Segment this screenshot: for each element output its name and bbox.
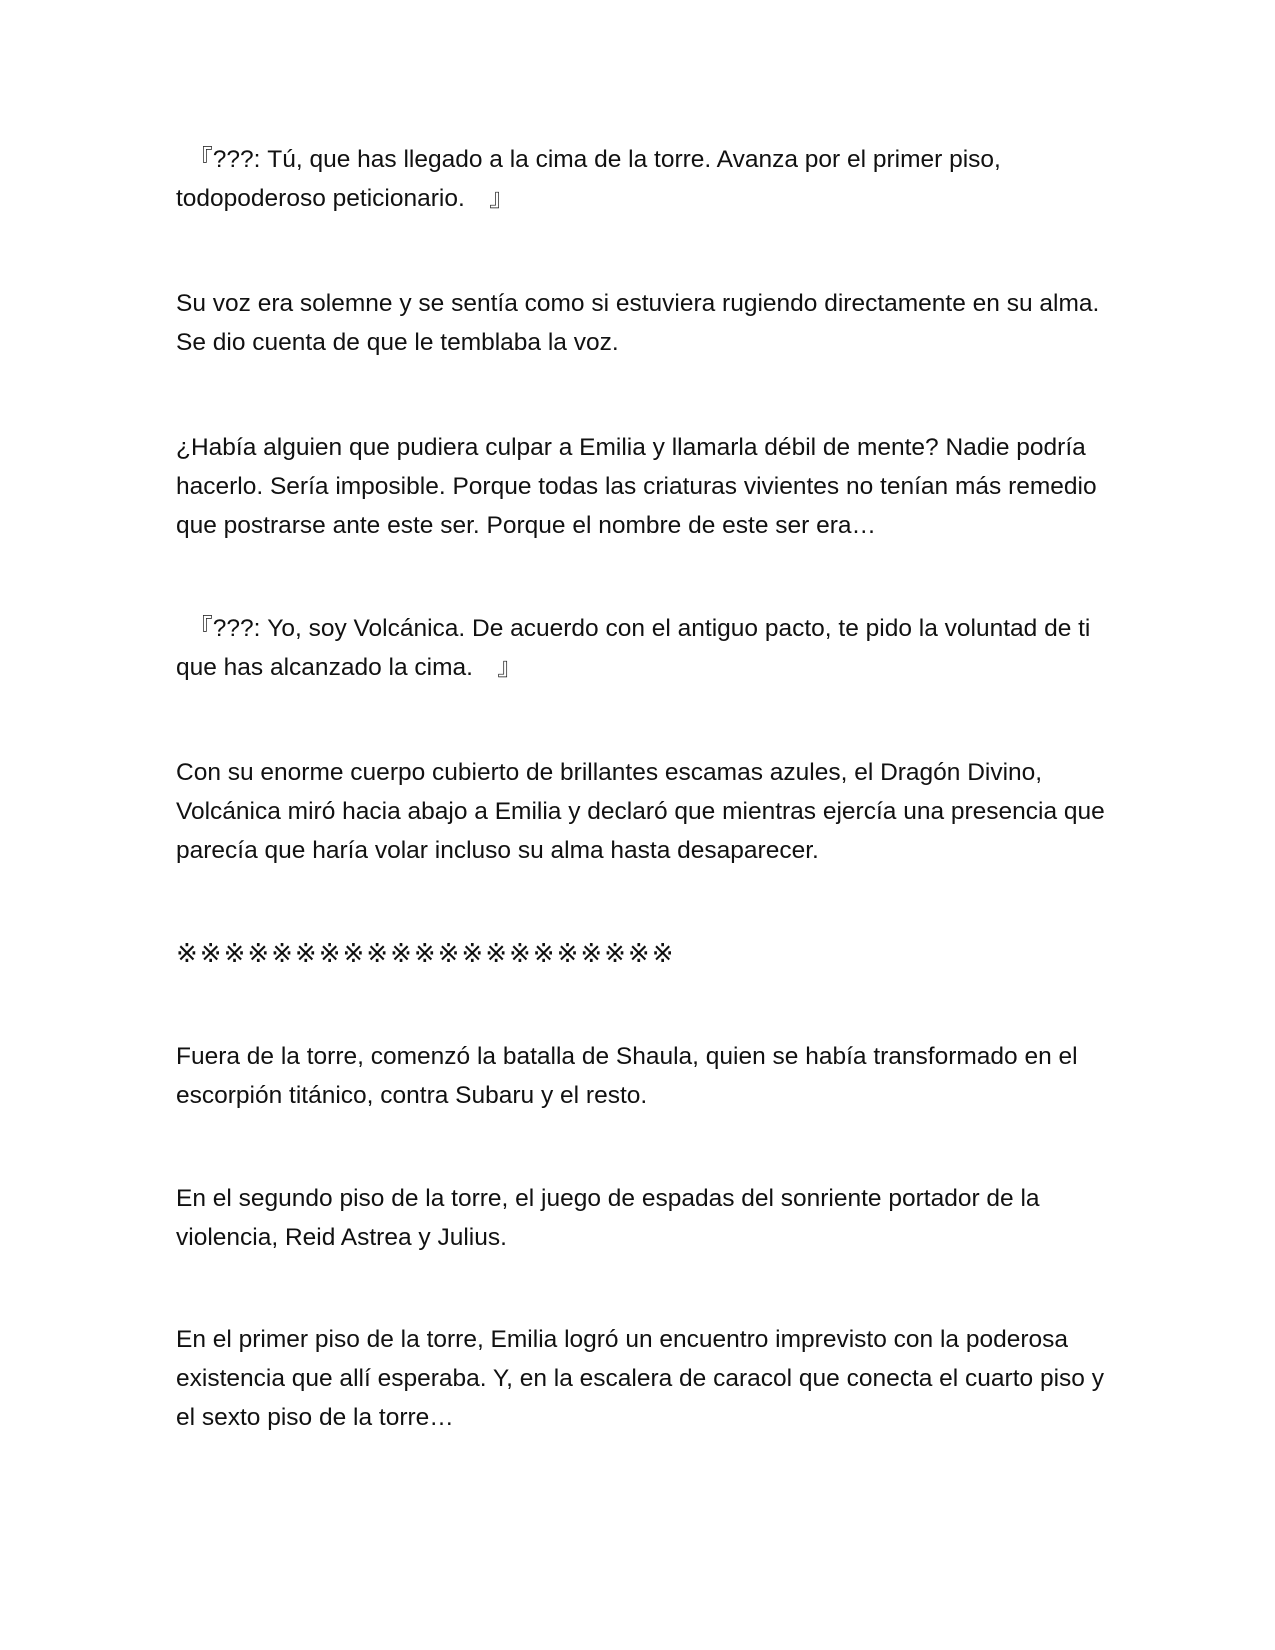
scene-separator: ※※※※※※※※※※※※※※※※※※※※※ [176, 938, 676, 968]
paragraph-5: Con su enorme cuerpo cubierto de brillantes escamas azules, el Dragón Divino, Volcánica miró hacia abajo a Emilia y declaró que mientras ejercía una presencia que parecía que haría volar incluso su alma hasta desaparecer. [176, 759, 1112, 864]
paragraph-8: En el segundo piso de la torre, el juego de espadas del sonriente portador de la violencia, Reid Astrea y Julius. [176, 1185, 1047, 1251]
paragraph-9: En el primer piso de la torre, Emilia logró un encuentro imprevisto con la poderosa existencia que allí esperaba. Y, en la escalera de caracol que conecta el cuarto piso y el sexto piso de la torre… [176, 1326, 1111, 1431]
paragraph-dialogue-1: 『???: Tú, que has llegado a la cima de la torre. Avanza por el primer piso, todopoderoso peticionario. 』 [176, 146, 1008, 212]
paragraph-7: Fuera de la torre, comenzó la batalla de Shaula, quien se había transformado en el escorpión titánico, contra Subaru y el resto. [176, 1043, 1085, 1109]
paragraph-dialogue-4: 『???: Yo, soy Volcánica. De acuerdo con el antiguo pacto, te pido la voluntad de ti que has alcanzado la cima. 』 [176, 615, 1098, 681]
paragraph-2: Su voz era solemne y se sentía como si estuviera rugiendo directamente en su alma. Se dio cuenta de que le temblaba la voz. [176, 290, 1107, 356]
paragraph-3: ¿Había alguien que pudiera culpar a Emilia y llamarla débil de mente? Nadie podría hacerlo. Sería imposible. Porque todas las criaturas vivientes no tenían más remedio que postrarse ante este ser. Porque el nombre de este ser era… [176, 434, 1104, 539]
